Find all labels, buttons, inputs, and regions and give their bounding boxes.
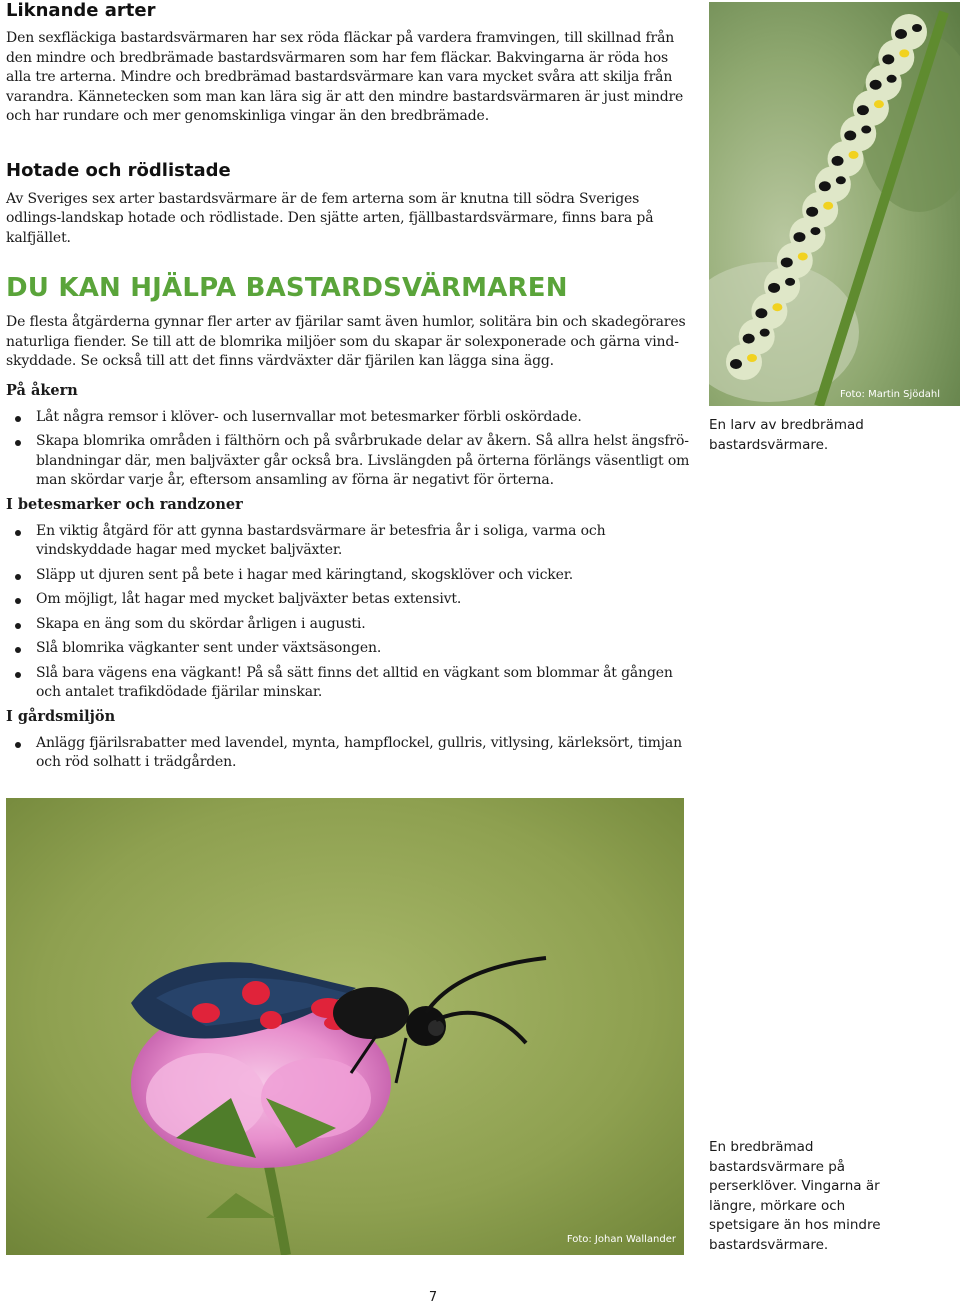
caterpillar-spot [870, 80, 882, 90]
caterpillar-spot [798, 252, 808, 260]
caterpillar-spot [895, 29, 907, 39]
list-item: Om möjligt, låt hagar med mycket baljväxter betas extensivt. [6, 590, 690, 610]
photo-credit: Foto: Martin Sjödahl [839, 389, 940, 400]
list-item: Låt några remsor i klöver- och lusernvallar mot betesmarker förbli oskördade. [6, 408, 690, 428]
threatened-text: Av Sveriges sex arter bastardsvärmare är de fem arterna som är knutna till södra Sveriges odlings-landskap hotade och rödlistade. Den sjätte arten, fjällbastardsvärmare, finns bara på kalfjället. [6, 190, 654, 246]
farmyard-list [6, 734, 690, 773]
list-item: Skapa blomrika områden i fälthörn och på svårbrukade delar av åkern. Så allra helst ängsfrö-blandningar där, men baljväxter går också bra. Livslängden på örterna förlängs väsentligt om man skördar varje år, eftersom ansamling av förna är negativt för örterna. [6, 432, 690, 491]
caterpillar-spot [832, 156, 844, 166]
caterpillar-spot [849, 151, 859, 159]
caterpillar-spot [768, 283, 780, 293]
group-title-pasture: I betesmarker och randzoner [6, 495, 243, 513]
caterpillar-spot [819, 181, 831, 191]
similar-species-text: Den sexfläckiga bastardsvärmaren har sex röda fläckar på vardera framvingen, till skillnad från den mindre och bredbrämade bastardsvärmaren som har fem fläckar. Bakvingarna är röda hos alla tre arterna. Mindre och bredbrämad bastardsvärmare kan vara mycket svåra att skilja från varandra. Kännetecken som man kan lära sig är att den mindre bastardsvärmaren är just mindre och har rundare och mer genomskinliga vingar än den bredbrämade. [6, 30, 684, 124]
moth-photo [6, 798, 684, 1255]
caterpillar-spot [810, 227, 820, 235]
page-number: 7 [428, 1290, 438, 1305]
moth-caption: En bredbrämad bastardsvärmare på perserklöver. Vingarna är längre, mörkare och spetsigare än hos mindre bastardsvärmare. [709, 1139, 881, 1253]
moth-image [6, 798, 684, 1255]
caterpillar-spot [874, 100, 884, 108]
caterpillar-spot [730, 359, 742, 369]
pasture-list [6, 522, 690, 703]
caterpillar-spot [785, 278, 795, 286]
list-item: En viktig åtgärd för att gynna bastardsvärmare är betesfria år i soliga, varma och vindskyddade hagar med mycket baljväxter. [6, 522, 690, 561]
caterpillar-spot [899, 49, 909, 57]
list-item: Slå bara vägens ena vägkant! På så sätt finns det alltid en vägkant som blommar åt gången och antalet trafikdödade fjärilar minskar. [6, 664, 690, 703]
caterpillar-spot [793, 232, 805, 242]
caterpillar-photo [709, 2, 960, 406]
caterpillar-spot [882, 54, 894, 64]
caterpillar-spot [823, 202, 833, 210]
caterpillar-spot [861, 126, 871, 134]
group-title-farmyard: I gårdsmiljön [6, 707, 116, 725]
caterpillar-spot [806, 207, 818, 217]
list-item: Släpp ut djuren sent på bete i hagar med käringtand, skogsklöver och vicker. [6, 566, 690, 586]
caterpillar-spot [857, 105, 869, 115]
caterpillar-spot [781, 257, 793, 267]
caterpillar-spot [844, 131, 856, 141]
field-list [6, 408, 690, 491]
help-intro-text: De flesta åtgärderna gynnar fler arter av fjärilar samt även humlor, solitära bin och skadegörares naturliga fiender. Se till att de blomrika miljöer som du skapar är solexponerade och gärna vind-skyddade. Se också till att det finns värdväxter där fjärilen kan lägga sina ägg. [6, 314, 686, 369]
list-item: Anlägg fjärilsrabatter med lavendel, mynta, hampflockel, gullris, vitlysing, kärleksört, timjan och röd solhatt i trädgården. [6, 734, 690, 773]
caterpillar-spot [772, 303, 782, 311]
caterpillar-spot [755, 308, 767, 318]
heading-threatened: Hotade och rödlistade [6, 159, 231, 181]
caterpillar-spot [836, 176, 846, 184]
main-column [6, 0, 690, 778]
list-item: Skapa en äng som du skördar årligen i augusti. [6, 615, 690, 635]
group-title-field: På åkern [6, 381, 78, 399]
caterpillar-spot [743, 334, 755, 344]
caterpillar-caption: En larv av bredbrämad bastardsvärmare. [709, 417, 864, 453]
caterpillar-spot [747, 354, 757, 362]
heading-similar-species: Liknande arter [6, 0, 156, 21]
caterpillar-spot [912, 24, 922, 32]
caterpillar-spot [760, 329, 770, 337]
heading-help: DU KAN HJÄLPA BASTARDSVÄRMAREN [6, 273, 568, 303]
caterpillar-spot [887, 75, 897, 83]
caterpillar-image [709, 2, 960, 406]
list-item: Slå blomrika vägkanter sent under växtsäsongen. [6, 639, 690, 659]
photo-credit: Foto: Johan Wallander [566, 1234, 676, 1245]
